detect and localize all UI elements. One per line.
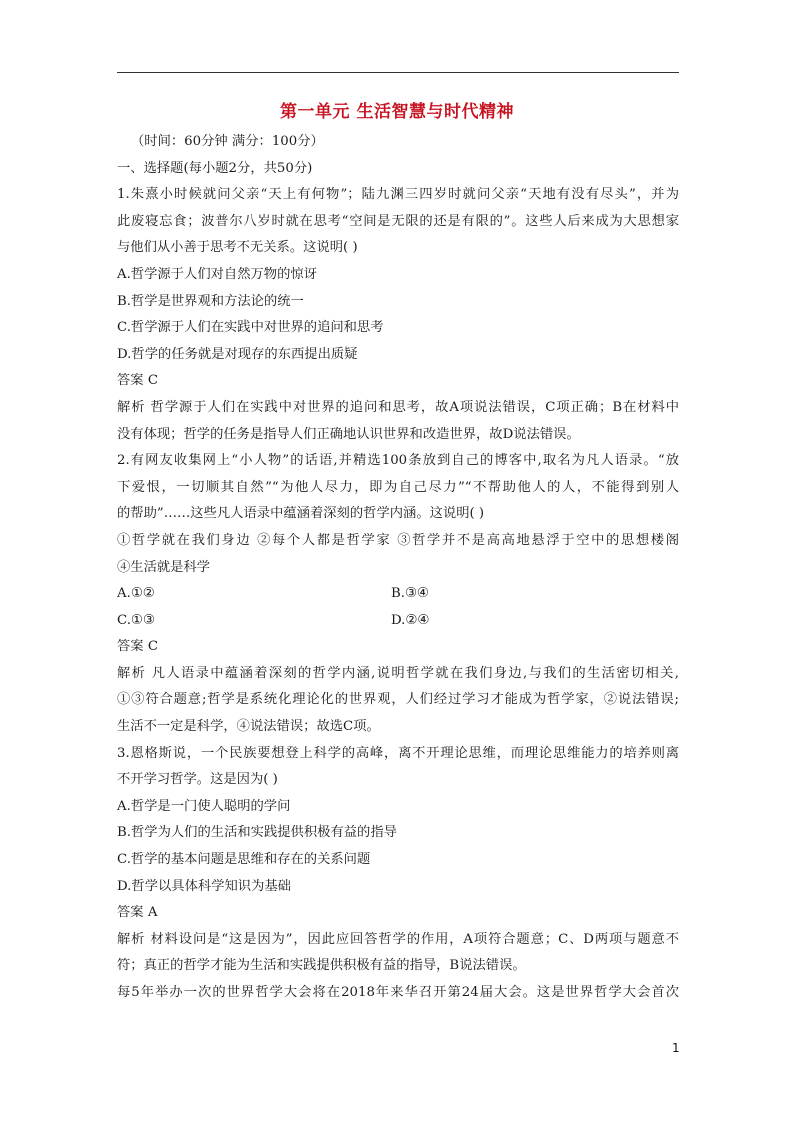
answer: 答案 C (117, 639, 158, 655)
question-3 (117, 741, 679, 980)
option-row (117, 581, 679, 608)
analysis-line: 解析 材料设问是“这是因为”，因此应回答哲学的作用，A项符合题意；C、D两项与题意不 (117, 931, 679, 947)
option-d: D.哲学的任务就是对现存的东西提出质疑 (117, 346, 358, 362)
passage-line: 每5年举办一次的世界哲学大会将在2018年来华召开第24届大会。这是世界哲学大会首次 (117, 985, 679, 1000)
option-row (117, 608, 679, 635)
answer: 答案 A (117, 905, 158, 921)
option-b: B.哲学为人们的生活和实践提供积极有益的指导 (117, 825, 397, 841)
question-stem-line: 此废寝忘食；波普尔八岁时就在思考“空间是无限的还是有限的”。这些人后来成为大思想家 (117, 213, 679, 229)
question-2 (117, 448, 679, 741)
question-stem-line: 1.朱熹小时候就问父亲“天上有何物”；陆九渊三四岁时就问父亲“天地有没有尽头”，并为 (117, 187, 679, 203)
page-number: 1 (672, 1041, 680, 1055)
page-title: 第一单元 生活智慧与时代精神 (280, 102, 514, 122)
option-a: A.①② (117, 586, 155, 602)
question-stem-line: 2.有网友收集网上“小人物”的话语,并精选100条放到自己的博客中,取名为凡人语录。“放 (117, 453, 679, 469)
material-passage (117, 980, 679, 1007)
option-d: D.哲学以具体科学知识为基础 (117, 878, 291, 894)
analysis-line: 没有体现；哲学的任务是指导人们正确地认识世界和改造世界，故D说法错误。 (117, 426, 580, 442)
question-1 (117, 182, 679, 448)
question-stem-line: 下爱恨，一切顺其自然”“为他人尽力，即为自己尽力”“不帮助他人的人，不能得到别人 (117, 479, 679, 495)
analysis-line: 生活不一定是科学，④说法错误；故选C项。 (117, 719, 380, 735)
option-b: B.哲学是世界观和方法论的统一 (117, 293, 304, 309)
statement-line: ④生活就是科学 (117, 559, 211, 575)
question-stem-line: 与他们从小善于思考不无关系。这说明( ) (117, 240, 358, 256)
question-stem-line: 3.恩格斯说，一个民族要想登上科学的高峰，离不开理论思维，而理论思维能力的培养则离 (117, 745, 679, 761)
question-stem-line: 的帮助”……这些凡人语录中蕴涵着深刻的哲学内涵。这说明( ) (117, 506, 485, 522)
statement-line: ①哲学就在我们身边 ②每个人都是哲学家 ③哲学并不是高高地悬浮于空中的思想楼阁 (117, 532, 679, 548)
header-rule (117, 72, 679, 73)
option-b: B.③④ (391, 586, 429, 602)
analysis-line: ①③符合题意;哲学是系统化理论化的世界观，人们经过学习才能成为哲学家，②说法错误; (117, 692, 679, 708)
answer: 答案 C (117, 373, 158, 389)
option-c: C.哲学的基本问题是思维和存在的关系问题 (117, 852, 371, 868)
analysis-line: 解析 哲学源于人们在实践中对世界的追问和思考，故A项说法错误，C项正确；B在材料中 (117, 399, 679, 415)
option-c: C.哲学源于人们在实践中对世界的追问和思考 (117, 320, 384, 336)
time-limit: （时间：60分钟 满分：100分） (131, 134, 324, 149)
question-stem-line: 不开学习哲学。这是因为( ) (117, 772, 278, 788)
document-body (117, 129, 679, 1007)
option-a: A.哲学源于人们对自然万物的惊讶 (117, 266, 317, 282)
option-c: C.①③ (117, 612, 155, 628)
analysis-line: 解析 凡人语录中蕴涵着深刻的哲学内涵,说明哲学就在我们身边,与我们的生活密切相关, (117, 665, 679, 681)
analysis-line: 符；真正的哲学才能为生活和实践提供积极有益的指导，B说法错误。 (117, 958, 526, 974)
option-d: D.②④ (391, 612, 430, 628)
section-heading: 一、选择题(每小题2分，共50分) (117, 160, 313, 176)
option-a: A.哲学是一门使人聪明的学问 (117, 798, 291, 814)
